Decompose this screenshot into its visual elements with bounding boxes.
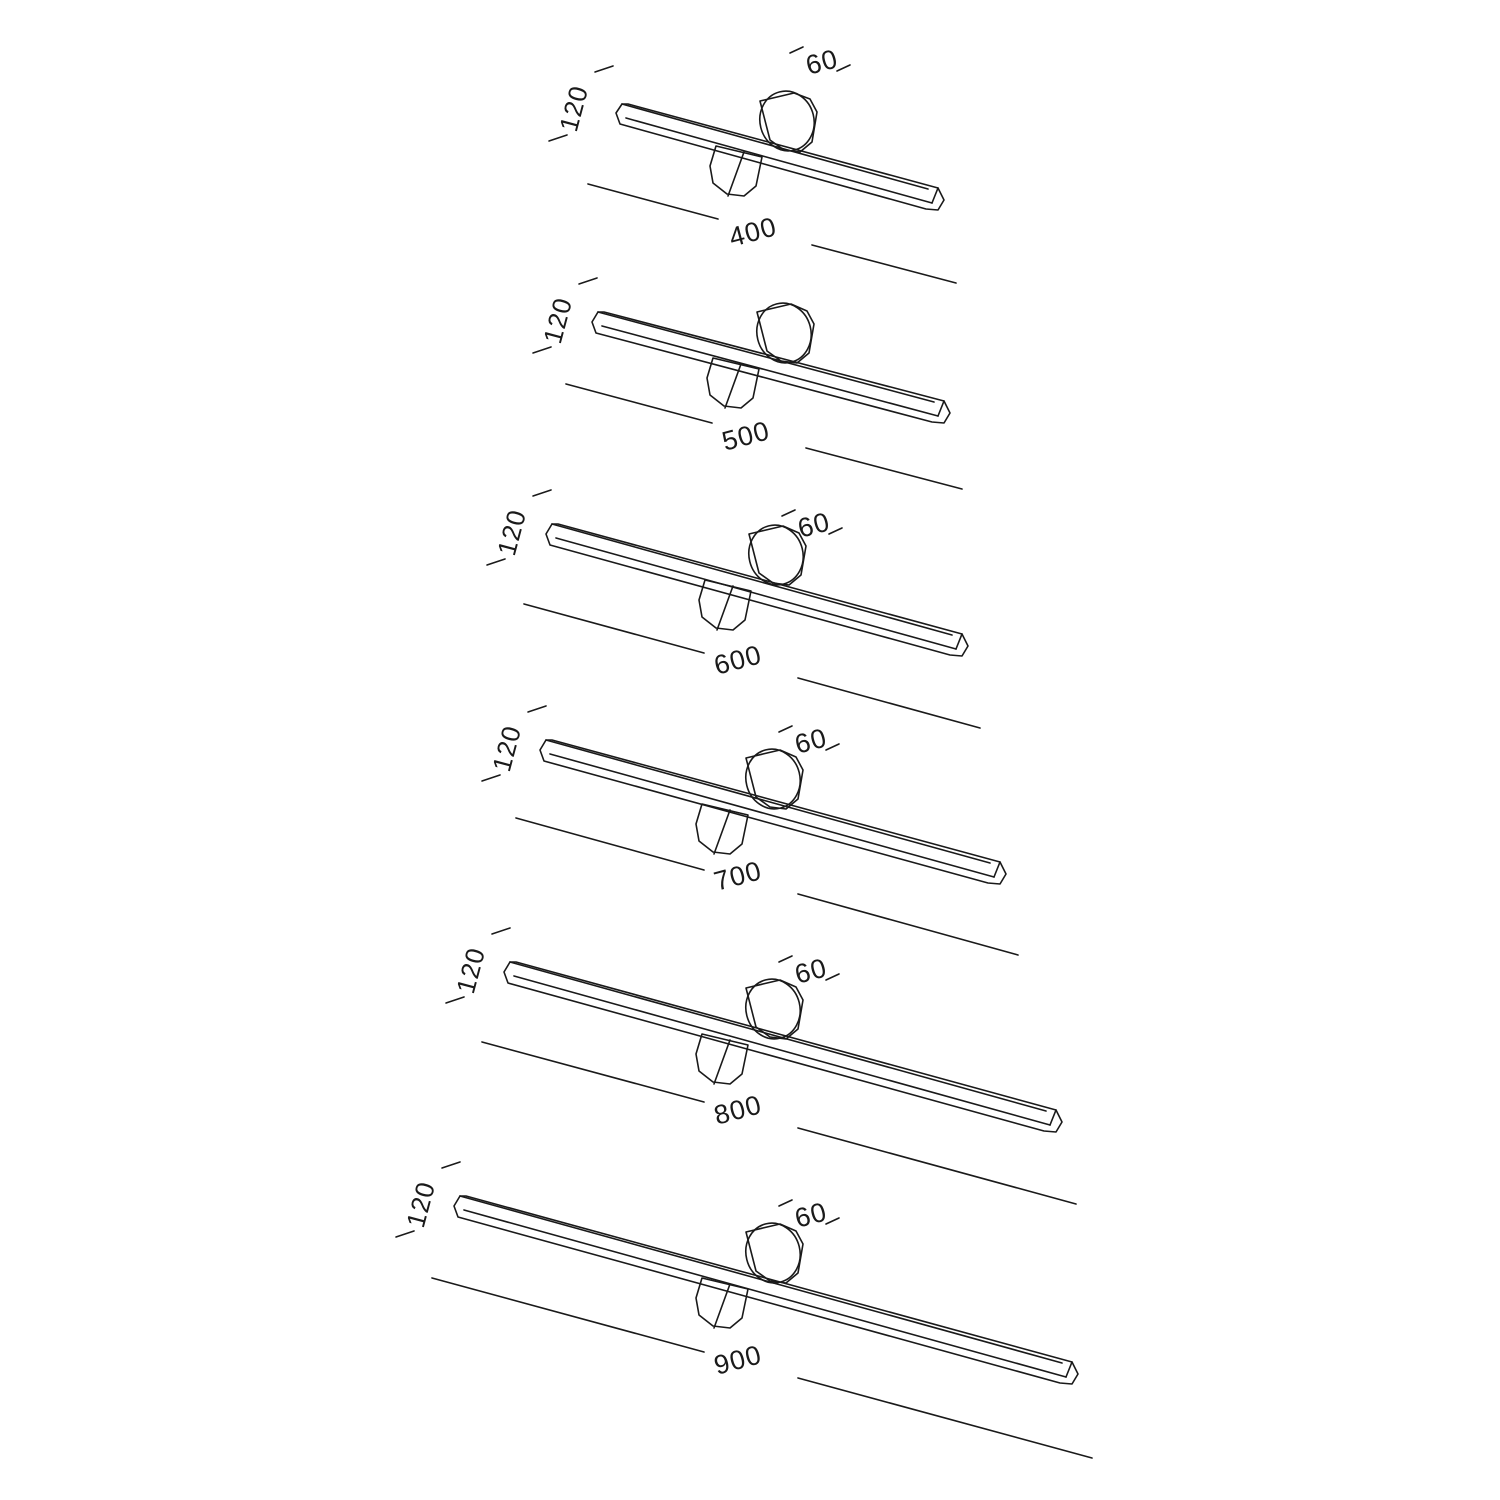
length-label-500: 500 (718, 415, 773, 457)
diameter-label-400: 60 (802, 43, 842, 81)
length-label-400: 400 (725, 211, 780, 253)
height-label-500: 120 (537, 294, 579, 347)
diameter-label-800: 60 (791, 952, 831, 990)
variant-900-geometry (396, 1162, 1092, 1458)
variant-600-geometry (487, 490, 980, 728)
variant-700-geometry (482, 706, 1018, 955)
height-label-400: 120 (553, 82, 595, 135)
height-label-900: 120 (400, 1178, 442, 1231)
length-label-800: 800 (710, 1089, 765, 1131)
diameter-label-900: 60 (791, 1196, 831, 1234)
variant-500-geometry (533, 278, 962, 489)
length-label-700: 700 (710, 855, 765, 897)
length-label-600: 600 (710, 639, 765, 681)
variant-800-geometry (446, 928, 1076, 1204)
height-label-800: 120 (450, 944, 492, 997)
diameter-label-600: 60 (794, 506, 834, 544)
height-label-600: 120 (491, 506, 533, 559)
length-label-900: 900 (710, 1339, 765, 1381)
diameter-label-700: 60 (791, 722, 831, 760)
height-label-700: 120 (486, 722, 528, 775)
